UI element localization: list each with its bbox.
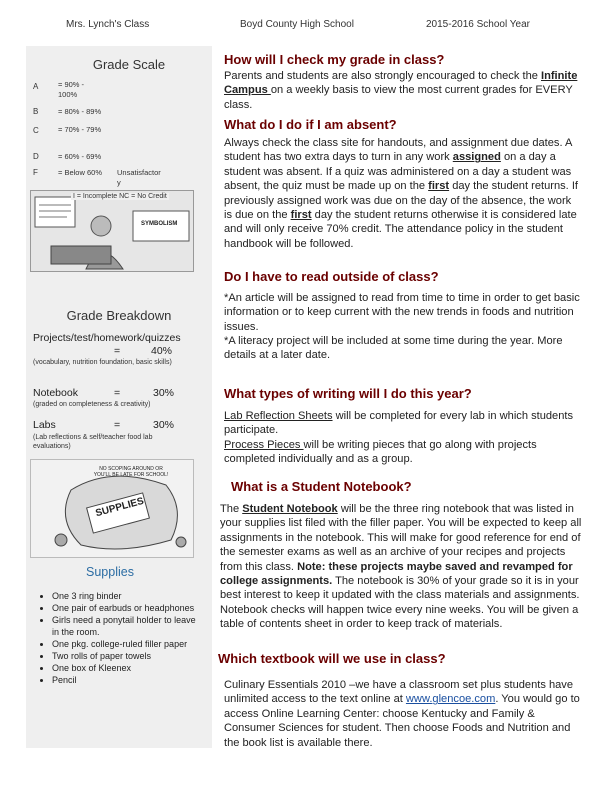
paragraph-textbook [224,678,580,750]
breakdown-labs-percent: 30% [153,419,175,431]
list-item: • One box of Kleenex [52,662,202,674]
emphasis: assigned [452,151,501,164]
text: will be writing pieces that go along with projects completed individually and as a group. [224,439,537,466]
breakdown-projects: Projects/test/homework/quizzes [33,332,181,344]
breakdown-notebook-equals: = [114,387,121,399]
breakdown-labs-note: (Lab reflections & self/teacher food lab evaluations) [33,434,153,450]
grade-range: = 60% - 69% [58,152,102,161]
supplies-cartoon-caption: NO SCOPING AROUND OR YOU'LL BE LATE FOR SCHOOL! [93,466,169,478]
grade-range: = 90% - 100% [58,80,85,99]
text: The notebook is 30% of your grade so it is in your best interest to keep it updated with the class materials and assignments. Notebook checks will happen twice every nine weeks. You will be given a table of contents sheet in order to keep track of materials. [220,575,580,631]
text: day the student returns. If previously assigned work was due on the day of the absence, the work is due on the [224,180,578,222]
paragraph-absent [224,136,580,251]
grade-letter: F [33,168,38,177]
breakdown-projects-percent: 40% [151,345,173,357]
breakdown-notebook-percent: 30% [153,387,175,399]
cartoon-drawing [31,191,193,271]
breakdown-notebook: Notebook [33,387,78,399]
grade-incomplete-note: I = Incomplete NC = No Credit [73,193,167,200]
cartoon-illustration [30,190,194,272]
breakdown-projects-equals: = [114,345,121,357]
header-school-year: 2015-2016 School Year [426,19,530,30]
list-item: • Pencil [52,674,202,686]
list-item: • Two rolls of paper towels [52,650,202,662]
cartoon-word: SYMBOLISM [141,221,178,227]
text: Parents and students are also strongly encouraged to check the [224,70,541,82]
list-item: • One pair of earbuds or headphones [52,602,202,614]
supplies-cartoon [30,459,194,558]
supplies-list [40,590,202,686]
heading-absent: What do I do if I am absent? [224,117,397,132]
lab-reflection-text: Lab Reflection Sheets [224,410,333,422]
breakdown-labs-equals: = [114,419,121,431]
header-class-name: Mrs. Lynch's Class [66,19,150,30]
list-item: • One 3 ring binder [52,590,202,602]
paragraph-writing-1 [224,409,580,438]
paragraph-reading-2: *A literacy project will be included at some time during the year. More details at a later date. [224,335,563,362]
paragraph-reading-1: *An article will be assigned to read from time to time in order to get basic information or to keep current with the new trends in foods and nutrition issues. [224,292,580,333]
paragraph-notebook [220,502,582,632]
text: Culinary Essentials 2010 –we have a classroom set plus students have unlimited access to the text online at [224,679,574,706]
heading-writing: What types of writing will I do this year? [224,386,472,401]
student-notebook-text: Student Notebook [242,503,338,515]
text: day the student returns otherwise it is considered late and will only receive 70% credit. The attendance policy in the student handbook will be followed. [224,209,577,250]
text: on a weekly basis to view the most current grades for EVERY class. [224,84,573,111]
heading-check-grade: How will I check my grade in class? [224,52,445,67]
glencoe-link[interactable]: www.glencoe.com [405,693,496,706]
emphasis: first [428,180,450,193]
grade-scale-title: Grade Scale [92,57,166,72]
breakdown-projects-note: (vocabulary, nutrition foundation, basic skills) [33,359,172,366]
breakdown-notebook-note: (graded on completeness & creativity) [33,401,151,408]
text: . You would go to access Online Learning Center: choose Kentucky and Family & Consumer Sciences for student. Then choose Foods and Nutrition and the book list is available there. [224,693,580,749]
grade-letter: D [33,152,39,161]
paragraph-writing-2 [224,438,580,467]
breakdown-labs: Labs [33,419,56,431]
infinite-campus-text: Infinite Campus [224,70,578,97]
note-text: Note: these projects maybe saved and revamped for college assignments. [220,560,573,588]
list-item: • Girls need a ponytail holder to leave in the room. [52,614,202,638]
grade-note: Unsatisfactory [117,168,161,187]
paragraph-check-grade [224,69,580,112]
grade-breakdown-title: Grade Breakdown [66,308,172,323]
grade-letter: C [33,126,39,135]
heading-notebook: What is a Student Notebook? [231,479,412,494]
header-school-name: Boyd County High School [240,19,354,30]
emphasis: first [290,209,312,222]
grade-range: = 70% - 79% [58,125,102,134]
text: will be the three ring notebook that was listed in your supplies list filed with the filler paper. You will be expected to keep all assignments in the notebook. This will make for good reference for end of the semester exams as well as an archive of your recipes and projects from this class. [220,503,582,573]
grade-range: = Below 60% [58,168,102,177]
process-pieces-text: Process Pieces [224,439,304,451]
heading-reading: Do I have to read outside of class? [224,269,439,284]
text: on a day a student was absent. If a quiz was administered on a day a student was absent, the quiz must be made up on the [224,151,572,193]
text: will be completed for every lab in which students participate. [224,410,574,437]
text: Always check the class site for handouts, and assignment due dates. A student has two extra days to turn in any work [224,137,572,164]
grade-letter: B [33,107,39,116]
list-item: • One pkg. college-ruled filler paper [52,638,202,650]
grade-range: = 80% - 89% [58,107,102,116]
supplies-cartoon-word: SUPPLIES [94,495,146,520]
heading-textbook: Which textbook will we use in class? [218,651,446,666]
text: The [220,503,243,515]
supplies-title: Supplies [86,565,134,579]
grade-letter: A [33,82,39,91]
